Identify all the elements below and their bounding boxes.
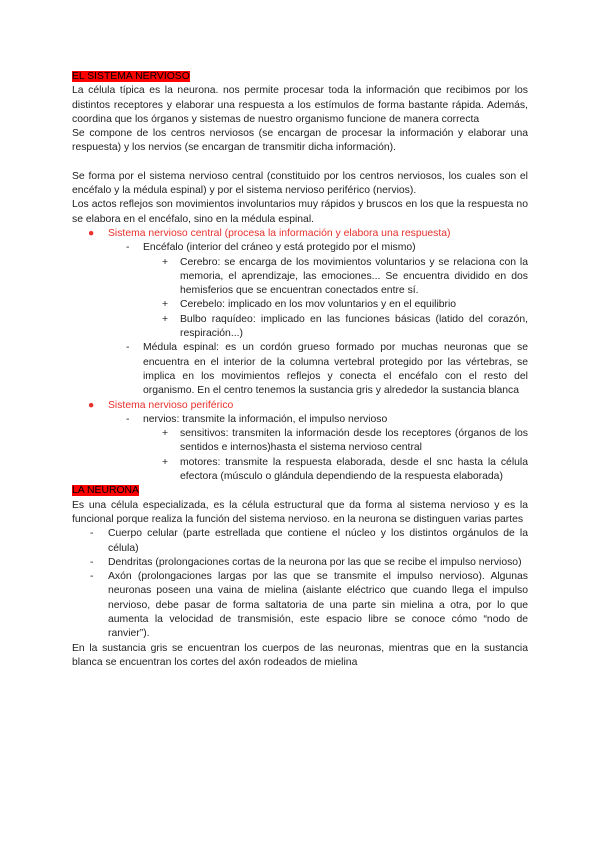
section-title-highlight: LA NEURONA: [72, 485, 139, 497]
list-item-nervios: - nervios: transmite la información, el impulso nervioso: [72, 413, 528, 427]
list-item-cerebro: + Cerebro: se encarga de los movimientos voluntarios y se relaciona con la memoria, el aprendizaje, las emociones... Se encuentra dividido en dos hemisferios que se encuentran conectados entre sí.: [162, 256, 528, 297]
dash-marker-icon: -: [126, 413, 130, 425]
dash-marker-icon: -: [126, 242, 130, 254]
plus-marker-icon: +: [162, 299, 169, 311]
plus-marker-icon: +: [162, 313, 169, 325]
plus-marker-icon: +: [162, 428, 169, 440]
list-item-bulbo: + Bulbo raquídeo: implicado en las funciones básicas (latido del corazón, respiración...): [162, 313, 528, 340]
list-item-axon: - Axón (prolongaciones largas por las que se transmite el impulso nervioso). Algunas neuronas poseen una vaina de mielina (aislante eléctrico que cuando llega el impulso nervioso, debe pasar de forma saltatoria de una parte sin mielina a otra, por lo que aumenta la velocidad de transmisión, este espacio libre se conoce cómo “nodo de ranvier”).: [90, 571, 528, 640]
document-page: [72, 70, 528, 670]
section-title-highlight: EL SISTEMA NERVIOSO: [72, 71, 190, 82]
spacer: [72, 156, 528, 170]
list-item-medula: - Médula espinal: es un cordón grueso formado por muchas neuronas que se encuentra en el interior de la columna vertebral protegido por las vértebras, se implica en los movimientos reflejos y conecta el encéfalo con el resto del organismo. En el centro tenemos la sustancia gris y alrededor la sustancia blanca: [126, 342, 528, 397]
paragraph: Se compone de los centros nerviosos (se encargan de procesar la información y elaborar una respuesta) y los nervios (se encargan de transmitir dicha información).: [72, 128, 528, 154]
list-item-snp: ● Sistema nervioso periférico: [72, 399, 528, 413]
paragraph: En la sustancia gris se encuentran los cuerpos de las neuronas, mientras que en la sustancia blanca se encuentran los cortes del axón rodeados de mielina: [72, 642, 528, 668]
paragraph: Los actos reflejos son movimientos involuntarios muy rápidos y bruscos en los que la respuesta no se elabora en el encéfalo, sino en la médula espinal.: [72, 199, 528, 225]
list-item-motores: + motores: transmite la respuesta elaborada, desde el snc hasta la célula efectora (músculo o glándula dependiendo de la respuesta elaborada): [162, 456, 528, 483]
dash-marker-icon: -: [90, 528, 94, 540]
bullet-dot-icon: ●: [88, 227, 95, 239]
plus-marker-icon: +: [162, 256, 169, 268]
dash-marker-icon: -: [90, 556, 94, 568]
list-item-snc: ● Sistema nervioso central (procesa la información y elabora una respuesta): [72, 227, 528, 241]
dash-marker-icon: -: [90, 571, 94, 583]
list-item-dendritas: - Dendritas (prolongaciones cortas de la neurona por las que se recibe el impulso nervioso): [72, 556, 528, 570]
list-item-cerebelo: + Cerebelo: implicado en los mov voluntarios y en el equilibrio: [72, 298, 528, 312]
paragraph: Se forma por el sistema nervioso central (constituido por los centros nerviosos, los cuales son el encéfalo y la médula espinal) y por el sistema nervioso periférico (nervios).: [72, 170, 528, 197]
list-item-encefalo: - Encéfalo (interior del cráneo y está protegido por el mismo): [72, 241, 528, 255]
section-title: [72, 70, 528, 84]
paragraph: Es una célula especializada, es la célula estructural que da forma al sistema nervioso y es la funcional porque realiza la función del sistema nervioso. en la neurona se distinguen varias partes: [72, 499, 528, 525]
list-item-sensitivos: + sensitivos: transmiten la información desde los receptores (órganos de los sentidos e internos)hasta el sistema nervioso central: [162, 428, 528, 454]
plus-marker-icon: +: [162, 456, 169, 468]
section-title: [72, 484, 528, 498]
nervous-system-list: [72, 227, 528, 484]
dash-marker-icon: -: [126, 342, 130, 354]
neuron-parts-list: [72, 527, 528, 641]
paragraph: La célula típica es la neurona. nos permite procesar toda la información que recibimos por los distintos receptores y elaborar una respuesta a los estímulos de forma bastante rápida. Además, coordina que los órganos y sistemas de nuestro organismo funcione de manera correcta: [72, 85, 528, 125]
list-item-cuerpo: - Cuerpo celular (parte estrellada que contiene el núcleo y los distintos orgánulos de la célula): [90, 528, 528, 554]
bullet-dot-icon: ●: [88, 399, 95, 411]
